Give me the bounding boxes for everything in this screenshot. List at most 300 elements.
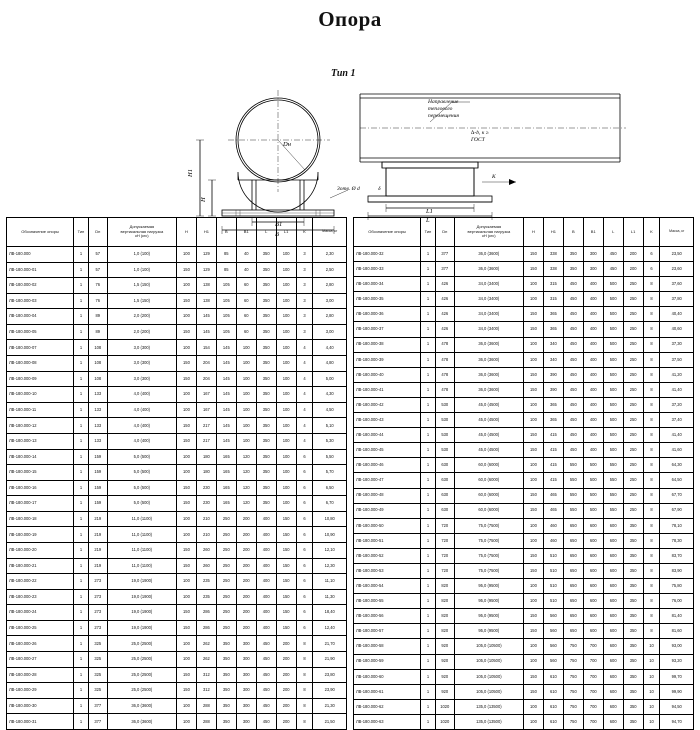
table-cell: 286 (196, 620, 216, 636)
table-cell: 93,00 (660, 639, 694, 654)
table-row (354, 397, 694, 412)
table-cell: ЛВ-180.000-20 (7, 542, 74, 558)
table-cell: 720 (435, 548, 454, 563)
page-title: Опора (318, 7, 382, 31)
table-cell: 8 (643, 609, 660, 624)
table-cell: 340 (543, 337, 563, 352)
table-cell: 600 (603, 684, 623, 699)
table-cell: 450 (256, 652, 276, 668)
table-row (354, 247, 694, 262)
table-cell: 600 (583, 518, 603, 533)
table-row (7, 324, 347, 340)
table-cell: 500 (603, 307, 623, 322)
table-cell: 1 (74, 714, 89, 730)
table-cell: 100 (176, 387, 196, 403)
table-cell: 150 (276, 558, 296, 574)
table-cell: ЛВ-180.000-34 (354, 277, 421, 292)
col-load-line1: Допускаемая (129, 224, 155, 230)
table-cell: 350 (256, 418, 276, 434)
table-cell: 300 (236, 636, 256, 652)
table-row (7, 371, 347, 387)
table-cell: 5,0 (500) (107, 480, 176, 496)
table-cell: 350 (256, 371, 276, 387)
table-cell: 350 (623, 609, 643, 624)
table-cell: 219 (88, 511, 107, 527)
table-cell: 400 (256, 527, 276, 543)
table-cell: 36,0 (3600) (454, 247, 523, 262)
table-cell: 1 (74, 418, 89, 434)
table-cell: 250 (216, 527, 236, 543)
table-cell: 350 (623, 639, 643, 654)
table-cell: 12,30 (313, 558, 347, 574)
table-cell: 100 (523, 518, 543, 533)
table-cell: ЛВ-180.000-42 (354, 397, 421, 412)
table-cell: ЛВ-180.000-37 (354, 322, 421, 337)
table-cell: 250 (623, 382, 643, 397)
table-cell: 37,30 (660, 337, 694, 352)
table-cell: 100 (176, 340, 196, 356)
table-cell: 1 (421, 277, 436, 292)
table-cell: 510 (543, 563, 563, 578)
table-cell: 12,40 (313, 620, 347, 636)
table-cell: 400 (256, 620, 276, 636)
table-cell: 450 (256, 636, 276, 652)
table-cell: ЛВ-180.000-48 (354, 488, 421, 503)
table-cell: 95,0 (9500) (454, 624, 523, 639)
table-cell: 45,0 (4500) (454, 443, 523, 458)
table-cell: 78,30 (660, 533, 694, 548)
table-cell: 600 (603, 699, 623, 714)
table-cell: 1,5 (150) (107, 293, 176, 309)
table-row (354, 307, 694, 322)
table-cell: 105 (216, 309, 236, 325)
table-row (354, 654, 694, 669)
table-cell: 500 (603, 428, 623, 443)
col-load-line2: вертикальная нагрузка (467, 228, 511, 234)
table-cell: 450 (603, 262, 623, 277)
table-cell: 108 (88, 371, 107, 387)
table-row (354, 714, 694, 729)
table-cell: 120 (236, 496, 256, 512)
table-cell: 250 (216, 542, 236, 558)
table-row (7, 387, 347, 403)
table-cell: 1 (421, 262, 436, 277)
table-cell: ЛВ-180.000-58 (354, 639, 421, 654)
table-cell: 150 (176, 418, 196, 434)
table-cell: 600 (603, 654, 623, 669)
table-cell: 100 (236, 356, 256, 372)
table-cell: 400 (256, 589, 276, 605)
table-cell: 350 (623, 624, 643, 639)
table-cell: 550 (603, 473, 623, 488)
table-cell: 145 (216, 433, 236, 449)
table-cell: 1 (74, 620, 89, 636)
table-cell: 83,70 (660, 548, 694, 563)
table-cell: 100 (276, 324, 296, 340)
table-cell: 250 (216, 605, 236, 621)
table-cell: 340 (543, 352, 563, 367)
table-cell: 6 (296, 527, 313, 543)
table-cell: 450 (563, 292, 583, 307)
table-cell: 300 (236, 714, 256, 730)
table-cell: 95,0 (9500) (454, 609, 523, 624)
table-cell: 450 (563, 367, 583, 382)
table-cell: 67,70 (660, 488, 694, 503)
col-dn: Dн (435, 218, 454, 247)
table-cell: 6 (296, 511, 313, 527)
table-cell: 1 (421, 654, 436, 669)
table-cell: 1 (421, 413, 436, 428)
table-cell: 450 (563, 428, 583, 443)
table-cell: 350 (256, 496, 276, 512)
table-cell: 1 (74, 574, 89, 590)
table-cell: 105 (216, 278, 236, 294)
table-cell: 250 (623, 413, 643, 428)
table-cell: 300 (583, 262, 603, 277)
table-cell: 145 (216, 418, 236, 434)
table-cell: 6 (296, 589, 313, 605)
table-cell: 415 (543, 473, 563, 488)
table-cell: 60 (236, 309, 256, 325)
table-cell: 1 (421, 503, 436, 518)
table-cell: 64,50 (660, 473, 694, 488)
col-l1: L1 (276, 218, 296, 247)
table-cell: 350 (623, 579, 643, 594)
table-cell: 210 (196, 511, 216, 527)
table-cell: 1 (421, 443, 436, 458)
table-cell: 200 (236, 574, 256, 590)
table-cell: 100 (176, 278, 196, 294)
table-cell: 75,0 (7500) (454, 518, 523, 533)
table-cell: 100 (523, 458, 543, 473)
table-row (7, 465, 347, 481)
table-cell: 8 (643, 337, 660, 352)
table-cell: 377 (435, 262, 454, 277)
table-cell: 600 (583, 533, 603, 548)
col-k: K (643, 218, 660, 247)
table-cell: 11,0 (1100) (107, 558, 176, 574)
table-cell: 350 (256, 293, 276, 309)
table-cell: 550 (563, 473, 583, 488)
col-h: H (176, 218, 196, 247)
table-cell: 10 (643, 639, 660, 654)
table-cell: 288 (196, 698, 216, 714)
table-cell: 350 (256, 402, 276, 418)
table-cell: 510 (543, 579, 563, 594)
table-cell: 1 (74, 433, 89, 449)
table-row (354, 684, 694, 699)
table-cell: ЛВ-180.000-39 (354, 352, 421, 367)
table-cell: ЛВ-180.000-28 (7, 667, 74, 683)
table-cell: 145 (216, 402, 236, 418)
table-cell: 450 (256, 667, 276, 683)
table-cell: 100 (523, 413, 543, 428)
table-cell: 165 (216, 496, 236, 512)
table-cell: 36,0 (3600) (454, 262, 523, 277)
table-row (7, 652, 347, 668)
table-row (354, 624, 694, 639)
table-cell: 8 (643, 277, 660, 292)
table-row (354, 699, 694, 714)
table-cell: 75,80 (660, 579, 694, 594)
table-cell: 150 (276, 589, 296, 605)
table-cell: 250 (623, 307, 643, 322)
table-cell: 400 (583, 413, 603, 428)
table-cell: 36,0 (3600) (454, 337, 523, 352)
table-cell: 108 (88, 340, 107, 356)
table-cell: 650 (563, 533, 583, 548)
table-cell: ЛВ-180.000-45 (354, 443, 421, 458)
table-cell: 700 (583, 684, 603, 699)
table-cell: 8 (643, 563, 660, 578)
table-cell: 365 (543, 413, 563, 428)
table-cell: 230 (196, 480, 216, 496)
table-cell: 34,0 (3400) (454, 292, 523, 307)
table-cell: 150 (176, 356, 196, 372)
table-cell: 4,0 (400) (107, 418, 176, 434)
table-cell: 150 (523, 609, 543, 624)
table-cell: 250 (216, 511, 236, 527)
table-cell: 6 (296, 574, 313, 590)
table-cell: 1 (74, 558, 89, 574)
l-label: L (426, 217, 430, 224)
table-cell: 60 (236, 324, 256, 340)
table-cell: 12,10 (313, 542, 347, 558)
table-cell: 315 (543, 277, 563, 292)
table-cell: 159 (88, 449, 107, 465)
table-cell: 600 (583, 563, 603, 578)
table-cell: 45,0 (4500) (454, 397, 523, 412)
table-cell: 350 (623, 563, 643, 578)
table-cell: 273 (88, 620, 107, 636)
table-row (7, 480, 347, 496)
table-cell: 8 (643, 322, 660, 337)
table-cell: 3,0 (300) (107, 356, 176, 372)
table-cell: 500 (603, 352, 623, 367)
table-cell: 100 (523, 277, 543, 292)
table-cell: 4 (296, 418, 313, 434)
table-cell: 95,0 (9500) (454, 594, 523, 609)
table-cell: 250 (623, 367, 643, 382)
table-cell: 1 (421, 488, 436, 503)
col-l: L (603, 218, 623, 247)
table-cell: 6 (296, 465, 313, 481)
table-cell: 1 (421, 714, 436, 729)
table-cell: 89 (88, 324, 107, 340)
table-cell: 630 (435, 458, 454, 473)
table-cell: 204 (196, 371, 216, 387)
direction-note-2: теплового (428, 106, 453, 112)
table-cell: 37,50 (660, 352, 694, 367)
table-cell: 630 (435, 473, 454, 488)
table-cell: ЛВ-180.000-59 (354, 654, 421, 669)
table-cell: 8 (643, 473, 660, 488)
table-cell: 250 (623, 473, 643, 488)
table-cell: 465 (543, 503, 563, 518)
table-cell: 700 (583, 669, 603, 684)
table-row (7, 683, 347, 699)
table-row (7, 340, 347, 356)
table-cell: 1 (74, 465, 89, 481)
table-cell: 100 (176, 636, 196, 652)
table-cell: 8 (643, 443, 660, 458)
table-cell: 100 (276, 262, 296, 278)
table-cell: 2,80 (313, 309, 347, 325)
table-cell: 350 (256, 262, 276, 278)
table-cell: ЛВ-180.000-26 (7, 636, 74, 652)
table-cell: 4 (296, 340, 313, 356)
table-cell: 23,60 (660, 262, 694, 277)
table-cell: 11,0 (1100) (107, 511, 176, 527)
table-cell: 21,50 (313, 714, 347, 730)
table-cell: 3 (296, 324, 313, 340)
table-cell: 3,0 (300) (107, 340, 176, 356)
table-cell: 76 (88, 278, 107, 294)
table-cell: ЛВ-180.000-05 (7, 324, 74, 340)
col-b1: B1 (236, 218, 256, 247)
table-cell: 300 (583, 247, 603, 262)
table-row (354, 262, 694, 277)
table-cell: 820 (435, 624, 454, 639)
table-cell: 338 (543, 247, 563, 262)
table-cell: ЛВ-180.000-23 (7, 589, 74, 605)
table-cell: 920 (435, 654, 454, 669)
table-cell: 250 (623, 337, 643, 352)
table-cell: 3,00 (313, 324, 347, 340)
table-cell: 75,0 (7500) (454, 533, 523, 548)
table-cell: ЛВ-180.000-18 (7, 511, 74, 527)
table-cell: 750 (563, 699, 583, 714)
table-cell: 4,80 (313, 356, 347, 372)
table-cell: 150 (523, 548, 543, 563)
table-row (7, 542, 347, 558)
table-cell: 1 (74, 278, 89, 294)
table-cell: 129 (196, 247, 216, 263)
table-cell: 1,0 (100) (107, 262, 176, 278)
table-cell: 23,50 (660, 247, 694, 262)
table-header-row (354, 218, 694, 247)
table-cell: 1 (421, 382, 436, 397)
table-cell: 4,0 (400) (107, 402, 176, 418)
table-cell: 100 (523, 473, 543, 488)
table-cell: 273 (88, 574, 107, 590)
table-cell: 350 (216, 714, 236, 730)
table-cell: 100 (176, 247, 196, 263)
table-cell: 25,0 (2500) (107, 636, 176, 652)
table-cell: 94,70 (660, 714, 694, 729)
table-cell: 105,0 (10500) (454, 639, 523, 654)
table-cell: 500 (603, 337, 623, 352)
table-cell: 8 (643, 548, 660, 563)
table-cell: 600 (603, 518, 623, 533)
table-cell: 4 (296, 371, 313, 387)
table-cell: 8 (643, 503, 660, 518)
table-cell: 8 (296, 667, 313, 683)
table-cell: 34,0 (3400) (454, 322, 523, 337)
table-cell: 150 (523, 503, 543, 518)
table-cell: 100 (176, 574, 196, 590)
table-cell: 150 (176, 542, 196, 558)
table-cell: 235 (196, 574, 216, 590)
table-cell: 350 (623, 669, 643, 684)
table-cell: 150 (176, 683, 196, 699)
table-cell: 1 (421, 563, 436, 578)
table-cell: 2,80 (313, 278, 347, 294)
table-cell: 450 (563, 382, 583, 397)
col-load (454, 218, 523, 247)
col-load-line3: кН (кгс) (482, 233, 496, 239)
table-cell: 350 (256, 433, 276, 449)
table-cell: 19,0 (1900) (107, 605, 176, 621)
table-cell: 150 (523, 669, 543, 684)
table-cell: 5,30 (313, 433, 347, 449)
table-cell: 150 (276, 511, 296, 527)
table-cell: 40,40 (660, 307, 694, 322)
table-cell: 426 (435, 307, 454, 322)
table-cell: 250 (623, 443, 643, 458)
table-cell: 350 (623, 684, 643, 699)
table-cell: 75,0 (7500) (454, 548, 523, 563)
table-cell: 530 (435, 428, 454, 443)
table-cell: 217 (196, 433, 216, 449)
table-cell: 81,40 (660, 609, 694, 624)
table-cell: 150 (176, 433, 196, 449)
table-cell: 478 (435, 367, 454, 382)
table-cell: 60 (236, 278, 256, 294)
table-cell: 150 (276, 574, 296, 590)
table-cell: 100 (276, 356, 296, 372)
table-cell: 100 (236, 387, 256, 403)
table-cell: 400 (583, 443, 603, 458)
table-cell: 83,90 (660, 563, 694, 578)
table-cell: 600 (603, 548, 623, 563)
table-cell: 400 (583, 322, 603, 337)
table-cell: 600 (603, 669, 623, 684)
table-cell: 700 (583, 699, 603, 714)
table-cell: 5,50 (313, 449, 347, 465)
table-cell: ЛВ-180.000-32 (354, 247, 421, 262)
table-row (7, 262, 347, 278)
table-row (354, 443, 694, 458)
table-cell: 100 (276, 371, 296, 387)
table-row (354, 548, 694, 563)
table-cell: ЛВ-180.000-44 (354, 428, 421, 443)
table-cell: 1020 (435, 699, 454, 714)
table-cell: 600 (603, 714, 623, 729)
table-cell: 415 (543, 458, 563, 473)
table-cell: 76 (88, 293, 107, 309)
table-cell: 37,60 (660, 277, 694, 292)
table-cell: 4,50 (313, 402, 347, 418)
table-cell: 150 (176, 324, 196, 340)
table-cell: 108 (88, 356, 107, 372)
table-cell: 25,0 (2500) (107, 667, 176, 683)
table-cell: 700 (583, 654, 603, 669)
table-cell: 450 (563, 337, 583, 352)
table-cell: 100 (236, 371, 256, 387)
col-load-line1: Допускаемая (476, 224, 502, 230)
table-cell: 400 (583, 292, 603, 307)
col-designation: Обозначение опоры (7, 218, 74, 247)
table-cell: 11,0 (1100) (107, 527, 176, 543)
table-cell: 200 (276, 636, 296, 652)
table-row (7, 589, 347, 605)
table-cell: 600 (583, 624, 603, 639)
table-cell: 325 (88, 652, 107, 668)
table-cell: ЛВ-180.000-49 (354, 503, 421, 518)
support-table-left (6, 217, 347, 730)
table-cell: ЛВ-180.000-03 (7, 293, 74, 309)
